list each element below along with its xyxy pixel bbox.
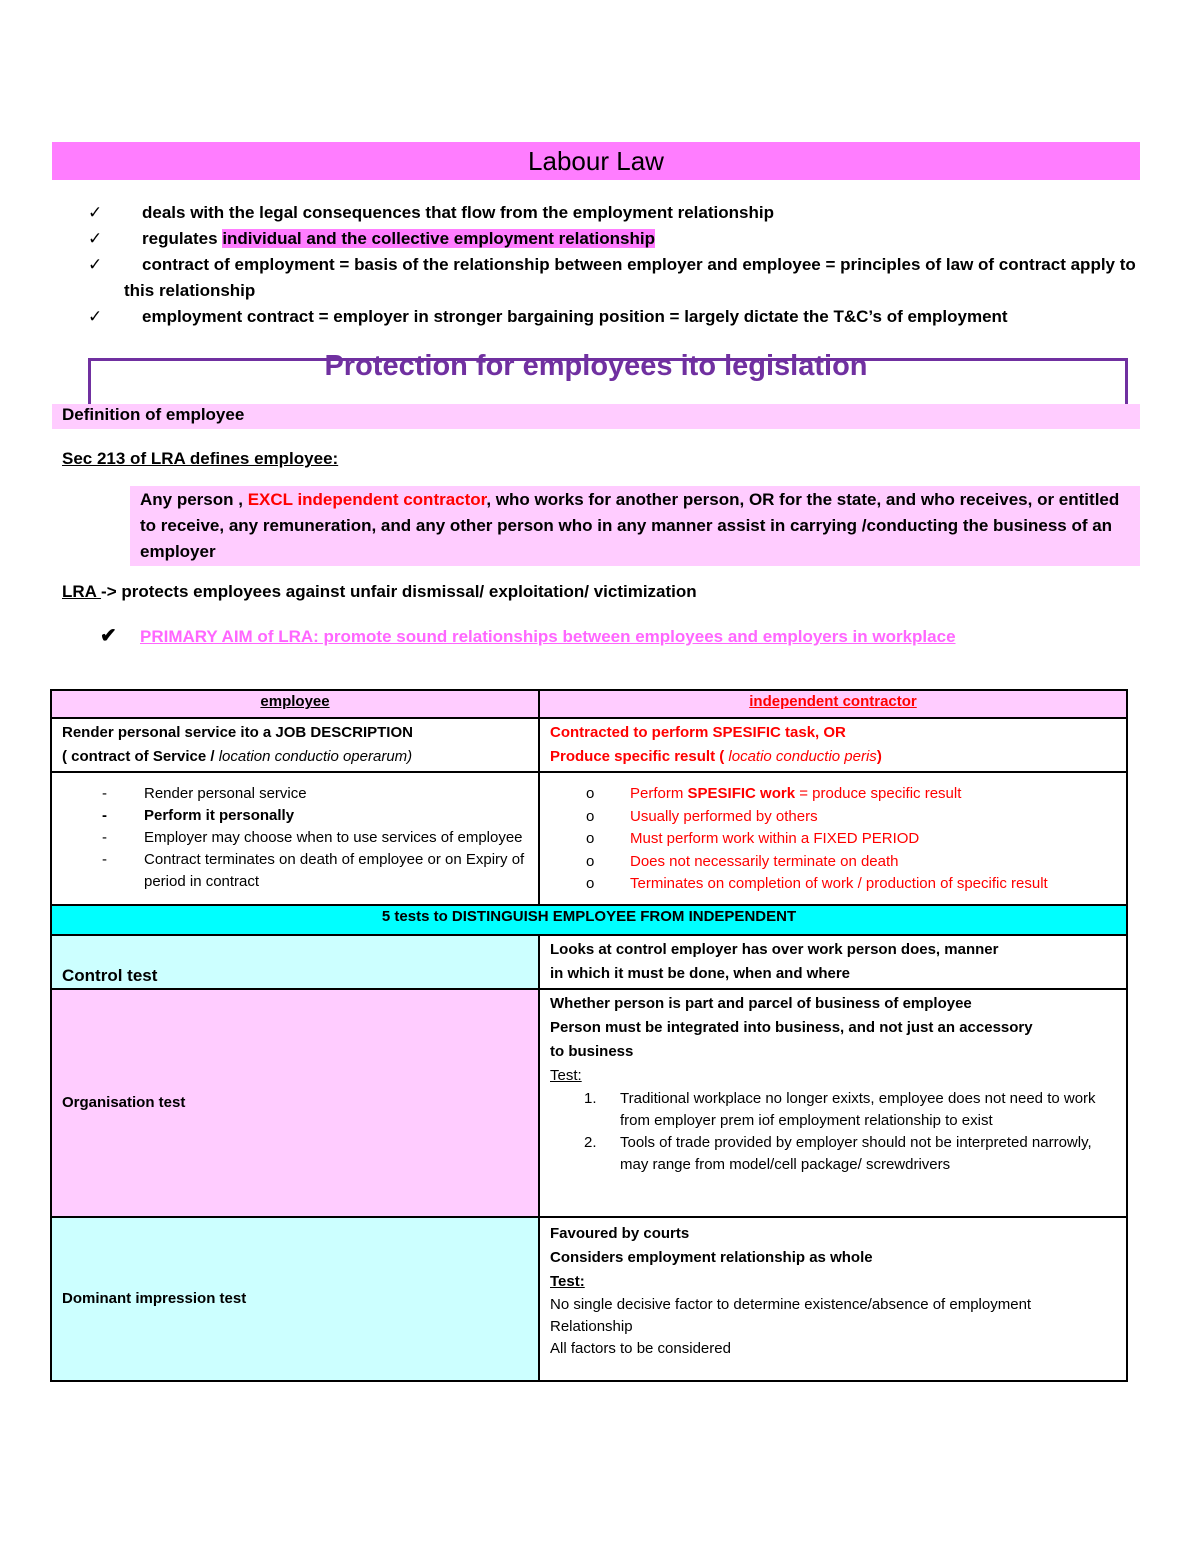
checkmark-icon: ✔ — [100, 625, 117, 647]
page-title-bar — [52, 142, 1140, 180]
bullet-item: ✓ regulates individual and the collective employment relationship — [88, 226, 1148, 252]
bullet-continuation: this relationship — [124, 281, 256, 300]
list-item: o Perform SPESIFIC work = produce specific result — [586, 783, 1116, 806]
contractor-description: Contracted to perform SPESIFIC task, OR Produce specific result ( locatio conductio peris) — [539, 718, 1127, 772]
list-item: - Contract terminates on death of employee or on Expiry of period in contract — [102, 849, 528, 893]
table-row — [51, 935, 1127, 989]
bullet-item: ✓ deals with the legal consequences that flow from the employment relationship — [88, 200, 1148, 226]
protection-title: Protection for employees ito legislation — [324, 350, 868, 382]
bullet-item: ✓ contract of employment = basis of the relationship between employer and employee = principles of law of contract apply to — [88, 252, 1148, 278]
section-label: Sec 213 of LRA defines employee: — [62, 449, 339, 468]
list-item: o Terminates on completion of work / production of specific result — [586, 873, 1116, 896]
primary-aim: ✔ PRIMARY AIM of LRA: promote sound relationships between employees and employers in workplace — [100, 625, 956, 647]
table-row — [51, 1217, 1127, 1381]
tests-header-row — [51, 905, 1127, 935]
contractor-points-cell — [539, 772, 1127, 905]
table-row — [51, 772, 1127, 905]
organisation-test-items — [550, 1088, 1116, 1176]
table-row — [51, 718, 1127, 772]
checkmark-icon: ✓ — [88, 203, 103, 222]
control-test-description: Looks at control employer has over work person does, manner in which it must be done, when and where — [539, 935, 1127, 989]
table-row — [51, 989, 1127, 1217]
list-item: - Employer may choose when to use services of employee — [102, 827, 528, 849]
checkmark-icon: ✓ — [88, 229, 103, 248]
list-item: 2. Tools of trade provided by employer should not be interpreted narrowly, may range from model/cell package/ screwdrivers — [584, 1133, 1092, 1173]
bullet-item: ✓ employment contract = employer in stronger bargaining position = largely dictate the T&C’s of employment — [88, 304, 1148, 330]
test-label: Test: — [550, 1066, 582, 1084]
list-item: - Render personal service — [102, 783, 528, 805]
employee-description: Render personal service ito a JOB DESCRIPTION ( contract of Service / location conductio operarum) — [51, 718, 539, 772]
list-item: o Does not necessarily terminate on death — [586, 851, 1116, 874]
intro-bullets — [88, 200, 1148, 330]
organisation-test-label: Organisation test — [51, 989, 539, 1217]
control-test-label: Control test — [51, 935, 539, 989]
list-item: o Usually performed by others — [586, 806, 1116, 829]
contractor-points — [550, 783, 1116, 896]
list-item: 1. Traditional workplace no longer exixts, employee does not need to work from employer prem iof employment relationship to exist — [584, 1089, 1096, 1129]
employee-points-cell — [51, 772, 539, 905]
dominant-test-description: Favoured by courts Considers employment relationship as whole Test: No single decisive factor to determine existence/absence of employment Relationship All factors to be considered — [539, 1217, 1127, 1381]
header-employee: employee — [51, 690, 539, 718]
checkmark-icon: ✓ — [88, 307, 103, 326]
dominant-test-label: Dominant impression test — [51, 1217, 539, 1381]
highlight-text: individual and the collective employment relationship — [222, 229, 655, 248]
employee-points — [62, 783, 528, 893]
table-header-row — [51, 690, 1127, 718]
lra-statement: LRA -> protects employees against unfair dismissal/ exploitation/ victimization — [62, 582, 697, 601]
list-item: o Must perform work within a FIXED PERIOD — [586, 828, 1116, 851]
checkmark-icon: ✓ — [88, 255, 103, 274]
comparison-table — [50, 689, 1128, 1382]
organisation-test-description: Whether person is part and parcel of business of employee Person must be integrated into business, and not just an accessory to business Test: 1. Traditional workplace no longer exixts, employee does not need to work from employer prem iof employment relationship to exist 2. Tools of trade provided by employer should not be interpreted narrowly, may range from model/cell package/ screwdrivers — [539, 989, 1127, 1217]
definition-label: Definition of employee — [62, 405, 245, 424]
tests-header: 5 tests to DISTINGUISH EMPLOYEE FROM INDEPENDENT — [51, 905, 1127, 935]
page-title: Labour Law — [528, 145, 664, 176]
header-independent-contractor: independent contractor — [539, 690, 1127, 718]
test-label: Test: — [550, 1272, 585, 1290]
list-item: - Perform it personally — [102, 805, 528, 827]
definition-quote: Any person , EXCL independent contractor, who works for another person, OR for the state, and who receives, or entitled to receive, any remuneration, and any other person who in any manner assist in carrying /conducting the business of an employer — [140, 490, 1120, 561]
